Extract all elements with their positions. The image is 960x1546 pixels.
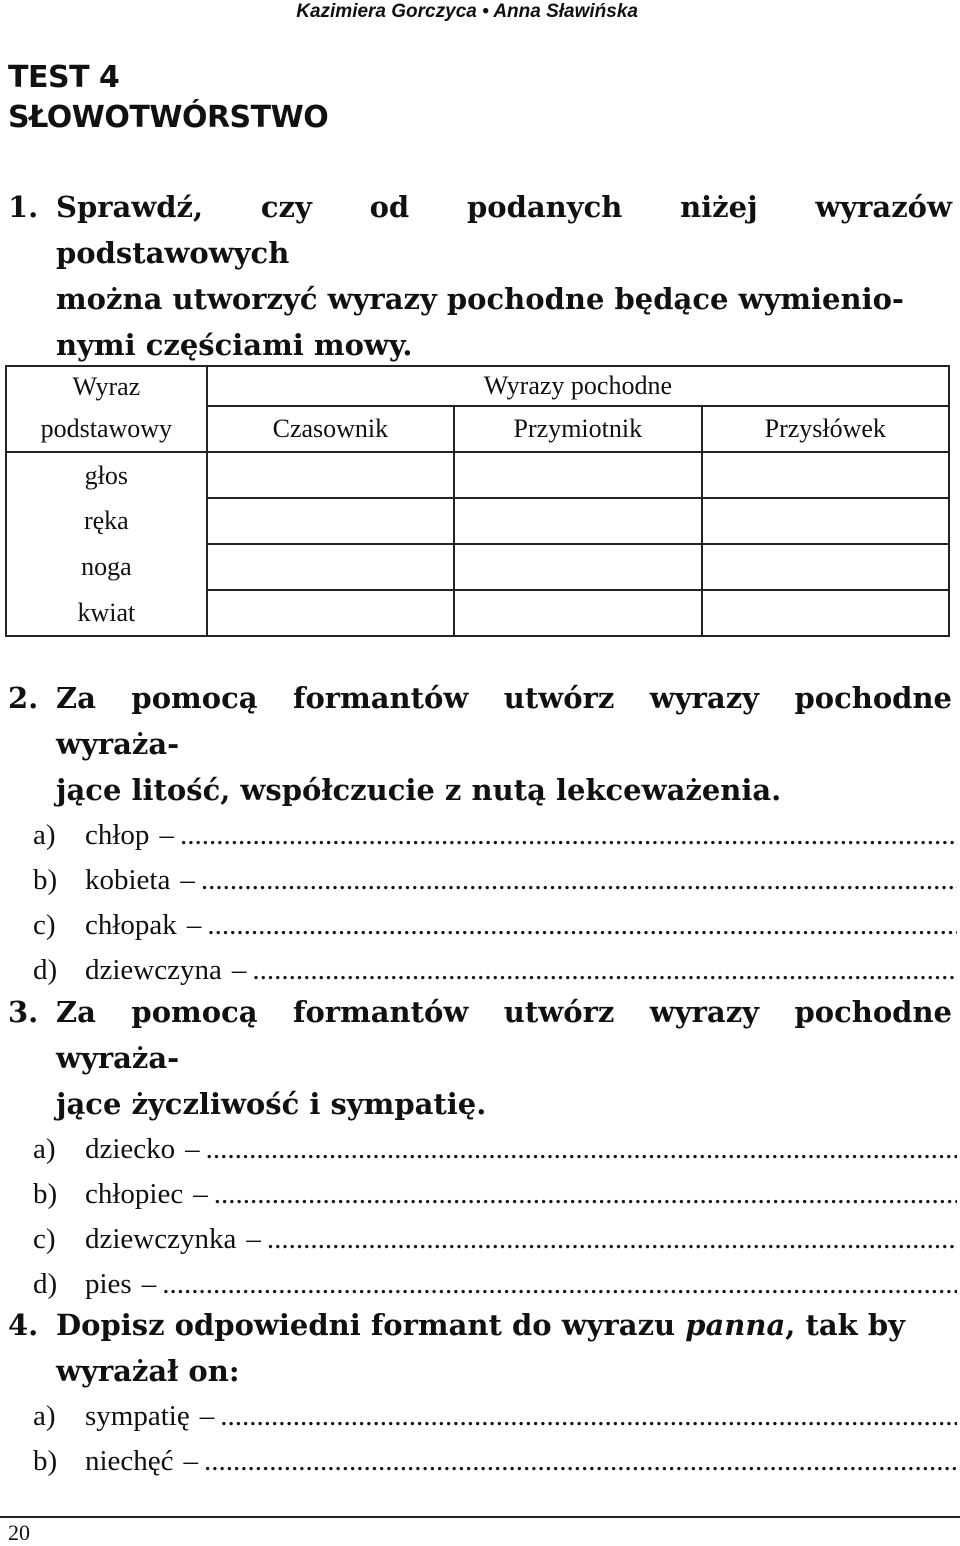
item-letter: b) (33, 1178, 58, 1210)
task-3 (8, 989, 952, 1307)
task-2-prompt-line-1: Za pomocą formantów utwórz wyrazy pochodne wyraża- (56, 681, 952, 761)
task-1-number: 1. (8, 190, 39, 224)
task-1 (8, 184, 952, 368)
item-dash: – (141, 1268, 157, 1300)
task-4-items (33, 1394, 957, 1484)
list-item[interactable] (33, 948, 957, 993)
item-dash: – (183, 1445, 199, 1477)
table-cell-answer[interactable] (454, 544, 701, 590)
task-2 (8, 675, 952, 993)
task-4 (8, 1302, 952, 1484)
item-word: chłopiec (85, 1178, 184, 1210)
table-cell-answer[interactable] (702, 452, 949, 498)
answer-line[interactable] (267, 1217, 957, 1262)
item-word: niechęć (85, 1445, 174, 1477)
test-topic: SŁOWOTWÓRSTWO (8, 100, 329, 135)
item-word: chłopak (85, 909, 177, 941)
task-3-items (33, 1127, 957, 1307)
table-cell-answer[interactable] (454, 590, 701, 636)
table-col-adjective: Przymiotnik (454, 406, 701, 452)
table-header-base-l2: podstawowy (6, 406, 207, 452)
item-letter: d) (33, 954, 58, 986)
table-cell-answer[interactable] (207, 452, 454, 498)
header-authors: Kazimiera Gorczyca • Anna Sławińska (296, 1, 638, 22)
item-letter: b) (33, 864, 58, 896)
item-letter: b) (33, 1445, 58, 1477)
item-word: dziewczynka (85, 1223, 237, 1255)
task-2-number: 2. (8, 681, 39, 715)
list-item[interactable] (33, 903, 957, 948)
item-dash: – (231, 954, 247, 986)
item-dash: – (180, 864, 195, 896)
table-cell-answer[interactable] (207, 498, 454, 544)
item-word: chłop (85, 819, 150, 851)
list-item[interactable] (33, 1217, 957, 1262)
task-3-prompt-line-1: Za pomocą formantów utwórz wyrazy pochodne wyraża- (56, 995, 952, 1075)
task-1-prompt-line-3: nymi częściami mowy. (56, 328, 413, 362)
item-word: dziecko (85, 1133, 176, 1165)
answer-line[interactable] (220, 1394, 957, 1439)
task-4-prompt-line-1 (56, 1302, 952, 1348)
table-row-label: noga (6, 544, 207, 590)
item-letter: c) (33, 1223, 56, 1255)
table-cell-answer[interactable] (454, 452, 701, 498)
task-4-prompt-emphasis: panna (685, 1308, 786, 1342)
list-item[interactable] (33, 1127, 957, 1172)
task-4-prompt-b: , tak by (785, 1308, 905, 1342)
table-cell-answer[interactable] (702, 498, 949, 544)
answer-line[interactable] (204, 1439, 957, 1484)
list-item[interactable] (33, 1172, 957, 1217)
task-4-prompt-a: Dopisz odpowiedni formant do wyrazu (56, 1308, 686, 1342)
word-formation-table (5, 365, 950, 637)
item-letter: a) (33, 1400, 56, 1432)
footer-divider (0, 1516, 960, 1518)
table-cell-answer[interactable] (454, 498, 701, 544)
table-cell-answer[interactable] (702, 544, 949, 590)
table-cell-answer[interactable] (207, 544, 454, 590)
test-title (8, 58, 328, 138)
item-letter: a) (33, 1133, 56, 1165)
item-letter: a) (33, 819, 56, 851)
item-letter: c) (33, 909, 56, 941)
table-cell-answer[interactable] (702, 590, 949, 636)
table-col-verb: Czasownik (207, 406, 454, 452)
answer-line[interactable] (252, 948, 957, 993)
answer-line[interactable] (180, 813, 957, 858)
test-number: TEST 4 (8, 60, 120, 95)
item-word: dziewczyna (85, 954, 222, 986)
item-dash: – (159, 819, 174, 851)
list-item[interactable] (33, 813, 957, 858)
page-number: 20 (8, 1520, 30, 1545)
table-row-label: głos (6, 452, 207, 498)
list-item[interactable] (33, 1262, 957, 1307)
item-dash: – (186, 909, 202, 941)
task-2-items (33, 813, 957, 993)
task-3-number: 3. (8, 995, 39, 1029)
list-item[interactable] (33, 1394, 957, 1439)
list-item[interactable] (33, 858, 957, 903)
task-1-prompt-line-2: można utworzyć wyrazy pochodne będące wymienio- (56, 282, 904, 316)
answer-line[interactable] (206, 1127, 957, 1172)
item-word: pies (85, 1268, 132, 1300)
item-word: sympatię (85, 1400, 190, 1432)
table-row-label: ręka (6, 498, 207, 544)
answer-line[interactable] (162, 1262, 957, 1307)
task-3-prompt-line-2: jące życzliwość i sympatię. (56, 1087, 487, 1121)
answer-line[interactable] (207, 903, 957, 948)
table-header-derived: Wyrazy pochodne (207, 366, 949, 406)
task-2-prompt-line-2: jące litość, współczucie z nutą lekceważenia. (56, 773, 782, 807)
list-item[interactable] (33, 1439, 957, 1484)
task-1-prompt-line-1: Sprawdź, czy od podanych niżej wyrazów podstawowych (56, 190, 952, 270)
item-dash: – (199, 1400, 215, 1432)
item-dash: – (185, 1133, 200, 1165)
task-4-number: 4. (8, 1308, 39, 1342)
task-4-prompt-line-2: wyrażał on: (56, 1354, 240, 1388)
table-cell-answer[interactable] (207, 590, 454, 636)
item-letter: d) (33, 1268, 58, 1300)
table-header-base-l1: Wyraz (6, 366, 207, 406)
answer-line[interactable] (214, 1172, 957, 1217)
item-dash: – (246, 1223, 261, 1255)
table-row-label: kwiat (6, 590, 207, 636)
answer-line[interactable] (201, 858, 957, 903)
item-word: kobieta (85, 864, 171, 896)
item-dash: – (193, 1178, 208, 1210)
table-col-adverb: Przysłówek (702, 406, 949, 452)
